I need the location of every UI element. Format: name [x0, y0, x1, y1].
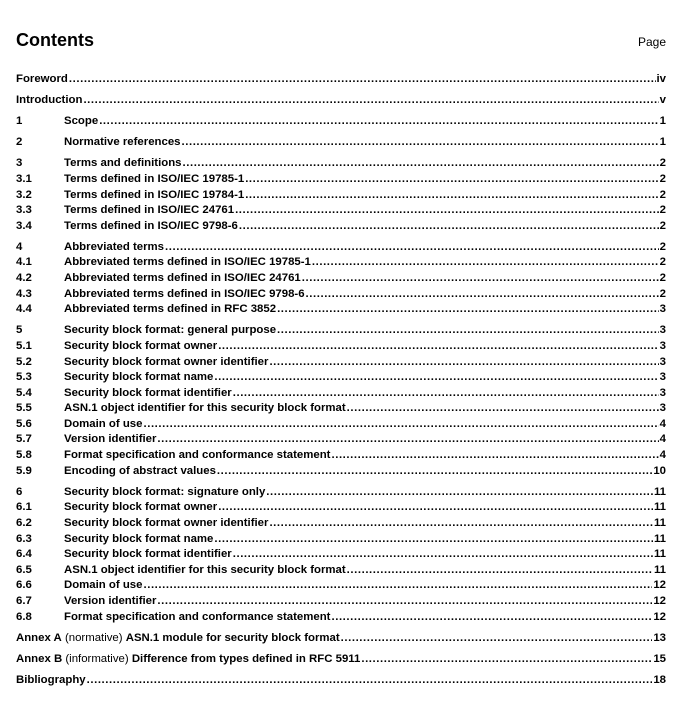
toc-dot-leader	[245, 172, 658, 188]
toc-entry-number: 4.3	[16, 287, 32, 300]
toc-entry-title: Annex B (informative) Difference from types defined in RFC 5911	[16, 652, 361, 665]
toc-entry-title: Domain of use	[64, 417, 143, 430]
toc-entry-page: 2	[659, 240, 666, 253]
toc-entry-number: 5	[16, 324, 23, 337]
toc-dot-leader	[157, 432, 658, 448]
toc-dot-leader	[99, 114, 658, 130]
toc-entry[interactable]	[16, 417, 666, 433]
page-title: Contents	[16, 30, 94, 50]
toc-entry-page: 3	[659, 355, 666, 368]
toc-entry-number: 4.1	[16, 256, 32, 269]
toc-entry-page: 2	[659, 157, 666, 170]
toc-entry-page: 11	[653, 485, 666, 498]
toc-entry[interactable]	[16, 219, 666, 235]
toc-dot-leader	[214, 532, 653, 548]
toc-entry-title: Security block format owner identifier	[64, 355, 269, 368]
toc-entry[interactable]	[16, 240, 666, 256]
toc-entry[interactable]	[16, 673, 666, 689]
toc-entry-page: 1	[659, 136, 666, 149]
toc-entry-page: 2	[659, 256, 666, 269]
toc-entry-number: 6.8	[16, 610, 32, 623]
toc-entry-title: Normative references	[64, 136, 181, 149]
toc-entry-title: Annex A (normative) ASN.1 module for security block format	[16, 631, 340, 644]
toc-entry[interactable]	[16, 370, 666, 386]
toc-entry-number: 5.8	[16, 449, 32, 462]
toc-dot-leader	[331, 610, 652, 626]
toc-dot-leader	[331, 448, 658, 464]
toc-dot-leader	[87, 673, 653, 689]
toc-entry-title: Security block format owner	[64, 339, 218, 352]
toc-entry-number: 6.6	[16, 579, 32, 592]
toc-dot-leader	[69, 72, 656, 88]
toc-dot-leader	[245, 188, 658, 204]
toc-dot-leader	[361, 652, 652, 668]
toc-entry-number: 5.6	[16, 417, 32, 430]
toc-entry-number: 5.3	[16, 371, 32, 384]
toc-entry-title: Security block format: signature only	[64, 485, 266, 498]
toc-entry-page: v	[659, 94, 666, 107]
toc-entry[interactable]	[16, 172, 666, 188]
toc-dot-leader	[269, 355, 658, 371]
toc-entry-number: 3.1	[16, 172, 32, 185]
toc-entry-page: 4	[659, 449, 666, 462]
toc-entry-page: 2	[659, 272, 666, 285]
toc-entry-title: Introduction	[16, 94, 83, 107]
toc-dot-leader	[302, 271, 659, 287]
toc-entry-number: 6.4	[16, 548, 32, 561]
toc-entry[interactable]	[16, 156, 666, 172]
toc-entry-title: Security block format name	[64, 532, 214, 545]
toc-dot-leader	[347, 401, 659, 417]
toc-entry-title: Terms and definitions	[64, 157, 182, 170]
toc-dot-leader	[218, 500, 653, 516]
toc-entry-number: 6.1	[16, 501, 32, 514]
toc-entry-number: 3	[16, 157, 23, 170]
toc-entry-title: Security block format owner	[64, 501, 218, 514]
toc-entry[interactable]	[16, 578, 666, 594]
toc-entry[interactable]	[16, 355, 666, 371]
toc-dot-leader	[157, 594, 652, 610]
toc-entry-number: 6.2	[16, 516, 32, 529]
toc-entry-title: Security block format name	[64, 371, 214, 384]
toc-entry-page: 15	[653, 652, 666, 665]
page-header	[16, 30, 666, 54]
toc-entry[interactable]	[16, 255, 666, 271]
toc-entry-number: 4	[16, 240, 23, 253]
toc-entry-page: 4	[659, 433, 666, 446]
toc-entry-title: Security block format identifier	[64, 548, 232, 561]
toc-entry-title: Terms defined in ISO/IEC 24761	[64, 204, 235, 217]
toc-entry[interactable]	[16, 72, 666, 88]
toc-dot-leader	[183, 156, 659, 172]
toc-entry-number: 3.3	[16, 204, 32, 217]
toc-entry[interactable]	[16, 287, 666, 303]
toc-entry-title: Format specification and conformance statement	[64, 610, 331, 623]
toc-entry-page: 3	[659, 402, 666, 415]
toc-entry-title: Version identifier	[64, 433, 157, 446]
toc-entry-title: Abbreviated terms defined in ISO/IEC 9798-6	[64, 287, 305, 300]
toc-entry-title: Terms defined in ISO/IEC 9798-6	[64, 219, 238, 232]
toc-entry-title: Security block format owner identifier	[64, 516, 269, 529]
toc-entry-number: 5.7	[16, 433, 32, 446]
toc-entry-number: 5.2	[16, 355, 32, 368]
toc-entry[interactable]	[16, 448, 666, 464]
toc-entry-page: 2	[659, 204, 666, 217]
toc-entry-number: 5.1	[16, 339, 32, 352]
toc-dot-leader	[341, 631, 653, 647]
toc-dot-leader	[277, 323, 659, 339]
toc-entry[interactable]	[16, 188, 666, 204]
toc-entry-page: 3	[659, 371, 666, 384]
toc-dot-leader	[266, 485, 653, 501]
toc-entry-number: 4.4	[16, 303, 32, 316]
toc-entry[interactable]	[16, 339, 666, 355]
toc-entry-title: Abbreviated terms	[64, 240, 165, 253]
toc-entry-title: Encoding of abstract values	[64, 464, 216, 477]
toc-entry-number: 5.4	[16, 386, 32, 399]
toc-entry-page: 11	[653, 516, 666, 529]
toc-entry-number: 6.7	[16, 594, 32, 607]
toc-dot-leader	[165, 240, 659, 256]
toc-entry-title: Foreword	[16, 73, 68, 85]
toc-entry-page: 2	[659, 172, 666, 185]
toc-dot-leader	[347, 563, 653, 579]
toc-entry[interactable]	[16, 516, 666, 532]
toc-entry-number: 3.4	[16, 219, 32, 232]
toc-dot-leader	[312, 255, 659, 271]
toc-dot-leader	[306, 287, 659, 303]
toc-entry-title: Abbreviated terms defined in ISO/IEC 24761	[64, 272, 301, 285]
toc-dot-leader	[235, 203, 659, 219]
toc-entry[interactable]	[16, 485, 666, 501]
toc-entry-number: 4.2	[16, 272, 32, 285]
toc-entry-page: 3	[659, 303, 666, 316]
toc-entry-title: Terms defined in ISO/IEC 19785-1	[64, 172, 245, 185]
toc-entry-number: 5.5	[16, 402, 32, 415]
toc-entry-title: Version identifier	[64, 594, 157, 607]
toc-entry[interactable]	[16, 271, 666, 287]
toc-entry-page: 12	[653, 594, 666, 607]
toc-entry-title: ASN.1 object identifier for this security block format	[64, 402, 346, 415]
toc-entry[interactable]	[16, 464, 666, 480]
toc-dot-leader	[182, 135, 659, 151]
toc-entry-number: 6.3	[16, 532, 32, 545]
toc-entry-page: 10	[653, 464, 666, 477]
toc-entry-page: 12	[653, 610, 666, 623]
table-of-contents	[16, 72, 666, 688]
toc-entry-title: Security block format: general purpose	[64, 324, 277, 337]
toc-entry[interactable]	[16, 114, 666, 130]
toc-entry[interactable]	[16, 594, 666, 610]
toc-entry-number: 1	[16, 115, 23, 128]
toc-entry-page: iv	[656, 73, 666, 85]
toc-dot-leader	[217, 464, 652, 480]
toc-entry-page: 3	[659, 386, 666, 399]
toc-entry-page: 4	[659, 417, 666, 430]
toc-entry-page: 12	[653, 579, 666, 592]
toc-entry-title: ASN.1 object identifier for this security block format	[64, 563, 346, 576]
toc-entry[interactable]	[16, 323, 666, 339]
toc-entry-number: 3.2	[16, 188, 32, 201]
toc-dot-leader	[214, 370, 658, 386]
toc-entry-page: 11	[653, 563, 666, 576]
toc-entry[interactable]	[16, 532, 666, 548]
toc-entry[interactable]	[16, 563, 666, 579]
toc-entry-page: 13	[653, 631, 666, 644]
toc-entry[interactable]	[16, 631, 666, 647]
toc-entry-number: 2	[16, 136, 23, 149]
toc-entry[interactable]	[16, 135, 666, 151]
toc-entry[interactable]	[16, 547, 666, 563]
toc-dot-leader	[233, 547, 653, 563]
toc-entry-page: 18	[653, 673, 666, 686]
toc-entry-title: Format specification and conformance statement	[64, 449, 331, 462]
toc-dot-leader	[218, 339, 658, 355]
toc-entry[interactable]	[16, 302, 666, 318]
toc-entry-page: 11	[653, 548, 666, 561]
toc-entry[interactable]	[16, 401, 666, 417]
toc-entry[interactable]	[16, 500, 666, 516]
toc-entry[interactable]	[16, 652, 666, 668]
toc-entry-title: Abbreviated terms defined in ISO/IEC 19785-1	[64, 256, 311, 269]
toc-entry-title: Scope	[64, 115, 99, 128]
toc-entry-page: 2	[659, 219, 666, 232]
toc-entry-title: Terms defined in ISO/IEC 19784-1	[64, 188, 245, 201]
toc-entry[interactable]	[16, 386, 666, 402]
toc-dot-leader	[269, 516, 653, 532]
toc-entry-page: 11	[653, 532, 666, 545]
toc-dot-leader	[143, 417, 658, 433]
page-column-label: Page	[637, 35, 666, 49]
toc-entry[interactable]	[16, 93, 666, 109]
toc-entry-number: 6	[16, 485, 23, 498]
toc-entry[interactable]	[16, 203, 666, 219]
toc-dot-leader	[239, 219, 659, 235]
toc-entry-page: 3	[659, 339, 666, 352]
toc-dot-leader	[143, 578, 652, 594]
toc-entry[interactable]	[16, 432, 666, 448]
toc-entry-number: 6.5	[16, 563, 32, 576]
toc-entry-page: 2	[659, 188, 666, 201]
toc-entry[interactable]	[16, 610, 666, 626]
toc-dot-leader	[83, 93, 658, 109]
toc-entry-title: Domain of use	[64, 579, 143, 592]
toc-entry-page: 11	[653, 501, 666, 514]
toc-entry-page: 3	[659, 324, 666, 337]
toc-entry-title: Abbreviated terms defined in RFC 3852	[64, 303, 277, 316]
toc-entry-page: 2	[659, 287, 666, 300]
toc-entry-page: 1	[659, 115, 666, 128]
toc-dot-leader	[233, 386, 659, 402]
toc-entry-title: Security block format identifier	[64, 386, 232, 399]
toc-dot-leader	[277, 302, 659, 318]
toc-entry-title: Bibliography	[16, 673, 86, 686]
toc-entry-number: 5.9	[16, 464, 32, 477]
